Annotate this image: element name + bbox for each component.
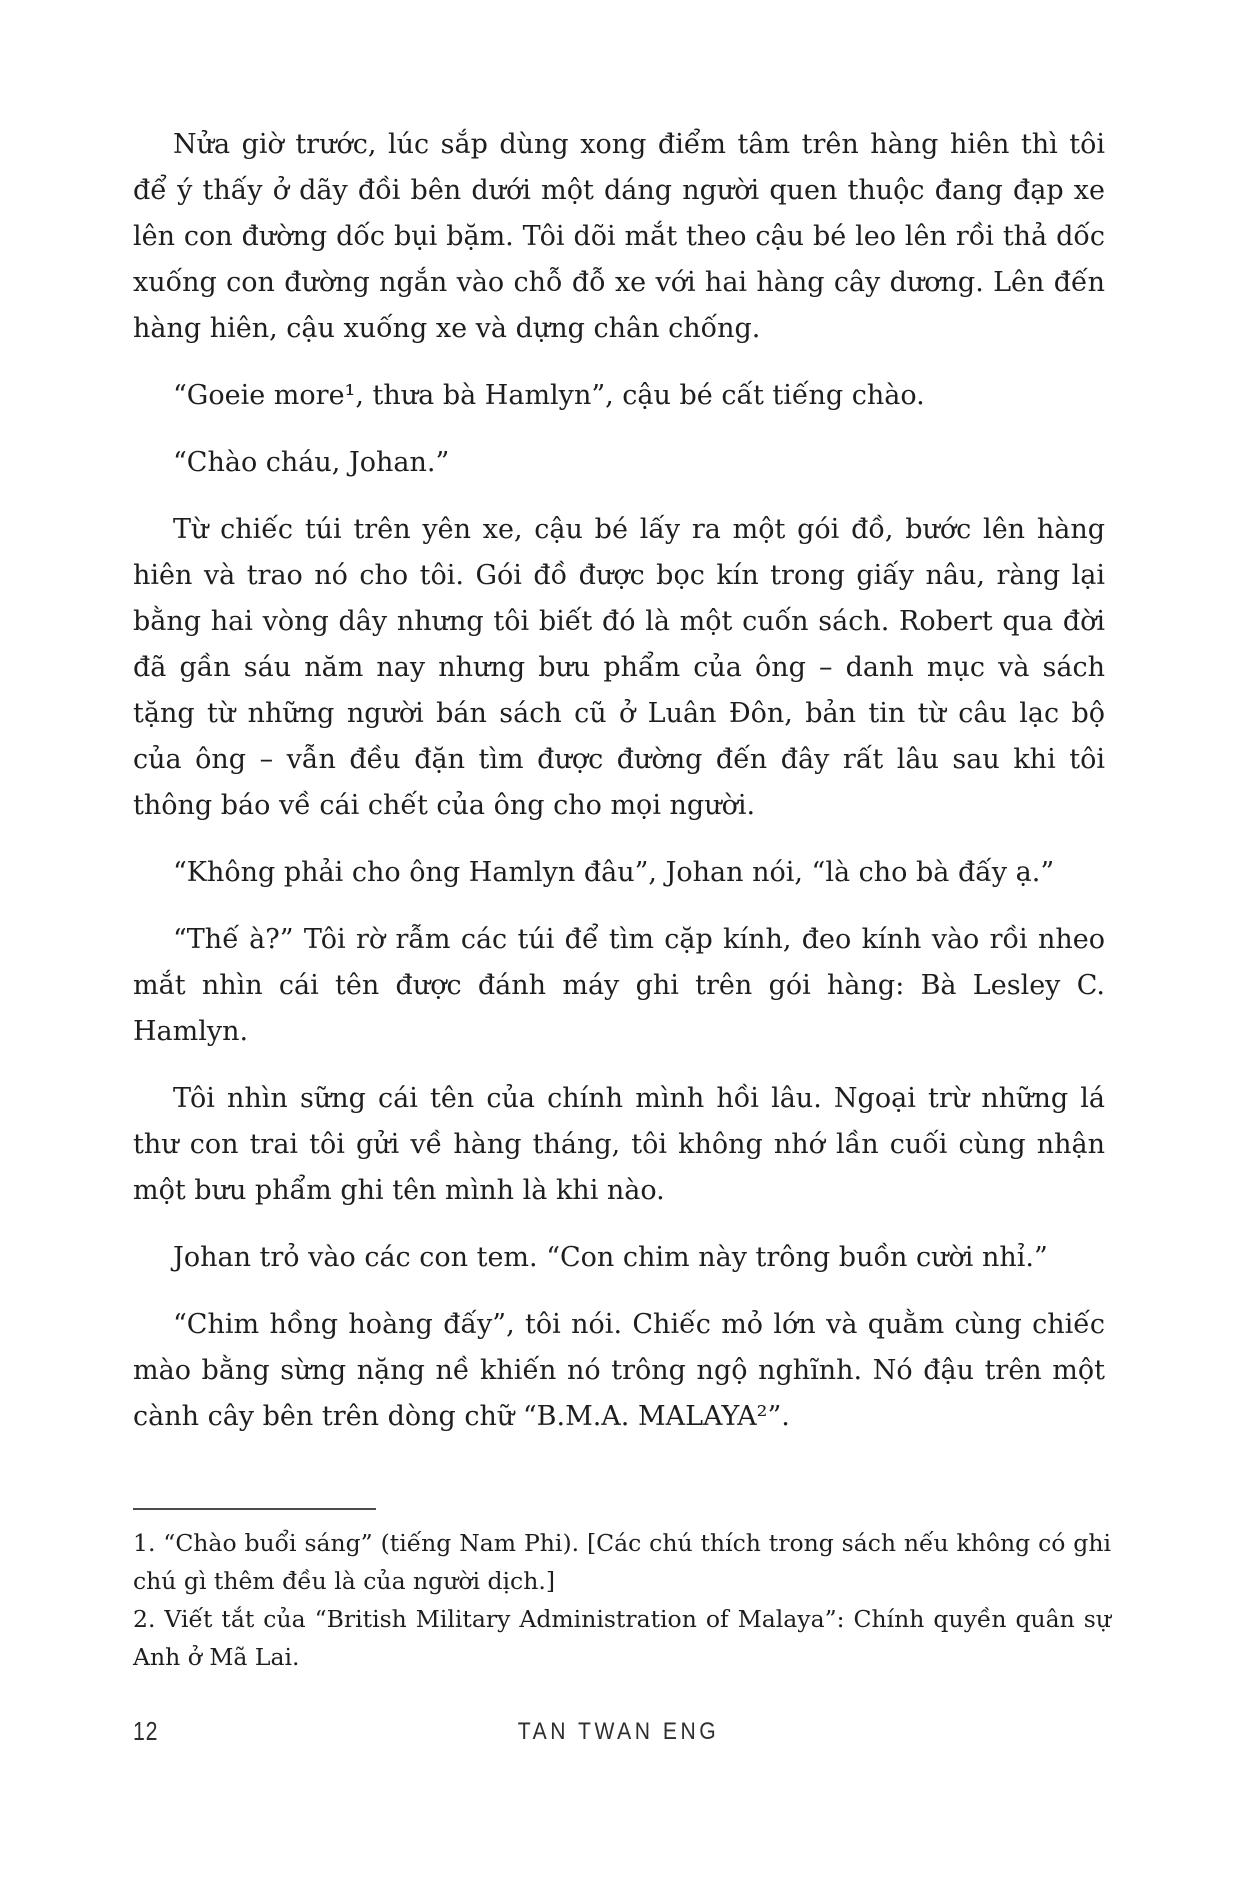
paragraph-4: Từ chiếc túi trên yên xe, cậu bé lấy ra một gói đồ, bước lên hàng hiên và trao nó cho tôi. Gói đồ được bọc kín trong giấy nâu, ràng lại bằng hai vòng dây nhưng tôi biết đó là một cuốn sách. Robert qua đời đã gần sáu năm nay nhưng bưu phẩm của ông – danh mục và sách tặng từ những người bán sách cũ ở Luân Đôn, bản tin từ câu lạc bộ của ông – vẫn đều đặn tìm được đường đến đây rất lâu sau khi tôi thông báo về cái chết của ông cho mọi người. — [133, 514, 1105, 821]
paragraph-6: “Thế à?” Tôi rờ rẫm các túi để tìm cặp kính, đeo kính vào rồi nheo mắt nhìn cái tên được đánh máy ghi trên gói hàng: Bà Lesley C. Hamlyn. — [133, 924, 1105, 1047]
page-number: 12 — [133, 1716, 159, 1746]
paragraph-5: “Không phải cho ông Hamlyn đâu”, Johan nói, “là cho bà đấy ạ.” — [173, 857, 1055, 888]
paragraph-1: Nửa giờ trước, lúc sắp dùng xong điểm tâm trên hàng hiên thì tôi để ý thấy ở dãy đồi bên dưới một dáng người quen thuộc đang đạp xe lên con đường dốc bụi bặm. Tôi dõi mắt theo cậu bé leo lên rồi thả dốc xuống con đường ngắn vào chỗ đỗ xe với hai hàng cây dương. Lên đến hàng hiên, cậu xuống xe và dựng chân chống. — [133, 129, 1105, 344]
running-title: TAN TWAN ENG — [517, 1718, 720, 1745]
footnote-1: 1. “Chào buổi sáng” (tiếng Nam Phi). [Các chú thích trong sách nếu không có ghi chú gì thêm đều là của người dịch.] — [133, 1529, 1111, 1595]
paragraph-2: “Goeie more¹, thưa bà Hamlyn”, cậu bé cất tiếng chào. — [173, 380, 925, 411]
body-text — [133, 122, 1105, 1461]
footnote-separator — [133, 1508, 376, 1510]
paragraph-3: “Chào cháu, Johan.” — [173, 447, 450, 478]
paragraph-7: Tôi nhìn sững cái tên của chính mình hồi lâu. Ngoại trừ những lá thư con trai tôi gửi về hàng tháng, tôi không nhớ lần cuối cùng nhận một bưu phẩm ghi tên mình là khi nào. — [133, 1083, 1105, 1206]
page-footer — [0, 1716, 1237, 1756]
paragraph-9: “Chim hồng hoàng đấy”, tôi nói. Chiếc mỏ lớn và quằm cùng chiếc mào bằng sừng nặng nề khiến nó trông ngộ nghĩnh. Nó đậu trên một cành cây bên trên dòng chữ “B.M.A. MALAYA²”. — [133, 1309, 1105, 1432]
paragraph-8: Johan trỏ vào các con tem. “Con chim này trông buồn cười nhỉ.” — [173, 1242, 1048, 1273]
footnotes-block — [133, 1508, 1111, 1676]
footnote-2: 2. Viết tắt của “British Military Administration of Malaya”: Chính quyền quân sự Anh ở Mã Lai. — [133, 1605, 1111, 1671]
